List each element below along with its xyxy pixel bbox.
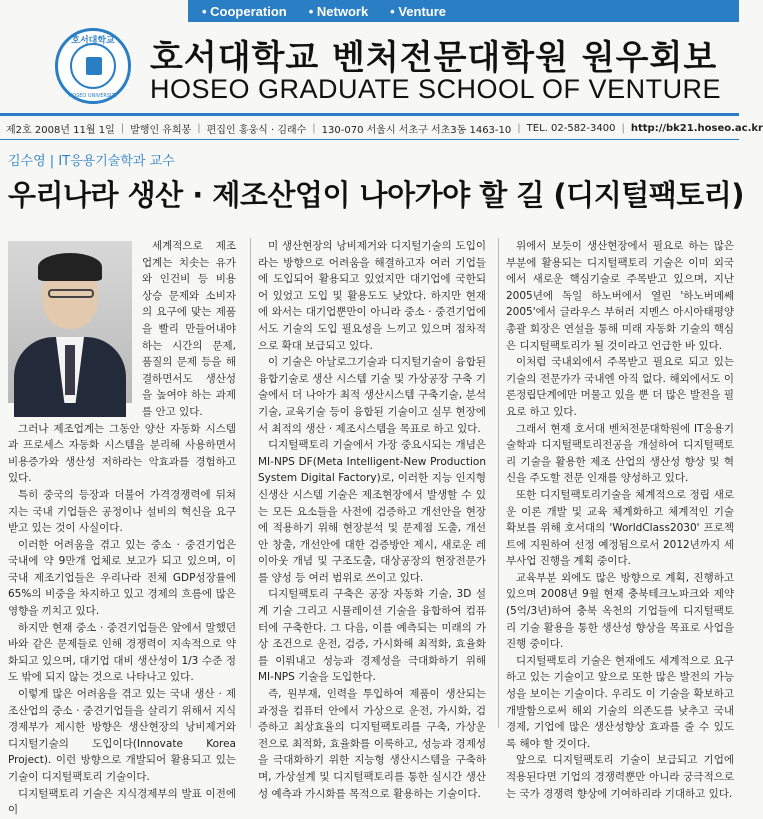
seal-inner-ring [70, 43, 116, 89]
paragraph: 세계적으로 제조 업계는 치솟는 유가와 인건비 등 비용 상승 문제와 소비자의 요구에 맞는 제품을 빨리 만들어내야 하는 시간의 문제, 품질의 문제 등을 해결하면서도 생산성을 높여야 하는 과제를 안고 있다. [142, 240, 236, 418]
banner-cooperation: • Cooperation [202, 3, 287, 19]
paragraph: 위에서 보듯이 생산현장에서 필요로 하는 많은 부분에 활용되는 디지털팩토리 기술은 이미 외국에서 새로운 핵심기술로 주목받고 있으며, 지난 2005년에 독일 하노버에서 열린 '하노버메쎄 2005'에서 글라우스 부허러 지멘스 아시아태평양총괄 회장은 연설을 통해 미래 자동화 기술의 핵심은 디지털팩토리가 될 것이라고 언급한 바 있다. [506, 240, 734, 352]
seal-emblem-icon [86, 57, 102, 75]
paragraph: 이 기술은 아날로그기술과 디지털기술이 융합된 융합기술로 생산 시스템 기술 및 가상공장 구축 기술에서 더 나아가 최적 생산시스템 구축기술, 분석기술, 교육기술 등이 융합된 기술이고 실무 현장에서 최적의 생산 · 제조시스템을 목표로 하고 있다. [258, 356, 486, 435]
paragraph: 미 생산현장의 낭비제거와 디지털기술의 도입이라는 방향으로 어려움을 해결하고자 여러 기업들에 도입되어 활용되고 있었지만 대기업에 국한되어 있었고 도입 및 활용도도 낮았다. 하지만 현재에 와서는 대기업뿐만이 아니라 중소 · 중견기업에서도 기술의 도입 필요성을 느끼고 있으며 점차적으로 확대 보급되고 있다. [258, 240, 486, 352]
paragraph: 이러한 어려움을 겪고 있는 중소 · 중견기업은 국내에 약 9만개 업체로 보고가 되고 있으며, 이 국내 제조기업들은 우리나라 전체 GDP성장률에 65%의 비중을 차지하고 있고 경제의 흐름에 많은 영향을 끼치고 있다. [8, 538, 236, 618]
masthead-divider [0, 113, 739, 116]
telephone: TEL. 02-582-3400 [526, 122, 616, 134]
publication-info-bar: 제2호 2008년 11월 1일 | 발행인 유희봉 | 편집인 홍웅식 · 김래수 | 130-070 서울시 서초구 서초3동 1463-10 | TEL. 02-582-3400 | http://bk21.hoseo.ac.kr [6, 122, 763, 136]
column-divider [250, 238, 251, 728]
column-divider [498, 238, 499, 728]
paragraph: 특히 중국의 등장과 더불어 가격경쟁력에 뒤쳐지는 국내 기업들은 공정이나 설비의 혁신을 요구받고 있는 것이 사실이다. [8, 488, 236, 535]
article-column-3 [506, 238, 734, 802]
paragraph: 디지털팩토리 구축은 공장 자동화 기술, 3D 설계 기술 그리고 시뮬레이션 기술을 융합하여 컴퓨터에 구축한다. 그 다음, 이를 예측되는 미래의 가상 조건으로 운전, 검증, 가시화해 최적화, 효율화를 이뤄내고 성능과 경제성을 극대화하기 위해 MI-NPS 기술을 도입한다. [258, 588, 486, 684]
paragraph: 하지만 현재 중소 · 중견기업들은 앞에서 말했던 바와 같은 문제들로 인해 경쟁력이 지속적으로 약화되고 있으며, 대기업 대비 생산성이 1/3 수준 정도 밖에 되지 않는 것으로 나타나고 있다. [8, 621, 236, 684]
seal-text-ko: 호서대학교 [71, 36, 115, 46]
banner-network: • Network [308, 3, 369, 19]
masthead-title-korean: 호서대학교 벤처전문대학원 원우회보 [150, 38, 718, 78]
seal-text-en: HOSEO UNIVERSITY [68, 93, 118, 99]
article-byline: 김수영 | IT응용기술학과 교수 [8, 154, 175, 169]
article-column-2 [258, 238, 486, 802]
university-seal-icon [55, 28, 131, 104]
paragraph: 디지털팩토리 기술은 현재에도 세계적으로 요구하고 있는 기술이고 앞으로 또한 많은 발전의 가능성을 보이는 기술이다. 우리도 이 기술을 확보하고 개발함으로써 해외 기술의 의존도를 낮추고 국내 경제, 기업에 많은 생산성향상 효과를 줄 수 있도록 해야 할 것이다. [506, 654, 734, 750]
address: 130-070 서울시 서초구 서초3동 1463-10 [321, 124, 512, 136]
article-headline: 우리나라 생산 · 제조산업이 나아가야 할 길 (디지털팩토리) [8, 178, 745, 212]
paragraph: 그래서 현재 호서대 벤처전문대학원에 IT응용기술학과 디지털팩토리전공을 개설하여 디지털팩토리 기술을 활용한 제조 산업의 생산성 향상 및 혁신을 주도할 전문 인재를 양성하고 있다. [506, 422, 734, 485]
paragraph: 이렇게 많은 어려움을 겪고 있는 국내 생산 · 제조산업의 중소 · 중견기업들을 살리기 위해서 지식경제부가 제시한 방향은 생산현장의 낭비제거와 디지털기술의 도입이다(Innovate Korea Project). 이런 방향으로 개발되어 활용되고 있는 기술이 디지털팩토리 기술이다. [8, 688, 236, 783]
editor: 편집인 홍웅식 · 김래수 [206, 124, 307, 136]
paragraph: 앞으로 디지털팩토리 기술이 보급되고 기업에 적용된다면 기업의 경쟁력뿐만 아니라 궁극적으로는 국가 경쟁력 향상에 기여하리라 기대하고 있다. [506, 754, 734, 800]
info-divider [0, 139, 739, 140]
paragraph: 이처럼 국내외에서 주목받고 필요로 되고 있는 기술의 전문가가 국내엔 아직 없다. 해외에서도 이론정립단계에만 머물고 있을 뿐 더 많은 발전을 필요로 하고 있다. [506, 356, 734, 418]
banner-venture: • Venture [390, 3, 447, 19]
top-banner [188, 0, 739, 22]
paragraph: 디지털팩토리 기술은 지식경제부의 발표 이전에 이 [8, 787, 236, 817]
article-column-1 [8, 238, 236, 819]
issue-date: 제2호 2008년 11월 1일 [6, 124, 115, 136]
masthead-title-english: HOSEO GRADUATE SCHOOL OF VENTURE [150, 74, 722, 104]
paragraph: 그러나 제조업계는 그동안 양산 자동화 시스템과 프로세스 자동화 시스템을 분리해 사용하면서 비용증가와 생산성 저하라는 악효과를 경험하고 있다. [8, 422, 236, 485]
paragraph: 즉, 원부재, 인력을 투입하여 제품이 생산되는 과정을 컴퓨터 안에서 가상으로 운전, 가시화, 검증하고 최상효율의 디지털팩토리를 구축, 가상운전으로 최적화, 효율화를 이룩하고, 성능과 경제성을 극대화하기 위한 지능형 생산시스템을 구축하며, 가상설계 및 디지털팩토리를 통한 실시간 생산성 예측과 가시화를 목적으로 활용하는 기술이다. [258, 688, 486, 800]
paragraph: 디지털팩토리 기술에서 가장 중요시되는 개념은 MI-NPS DF(Meta Intelligent-New Production System Digital Factory)로, 이러한 지능 인지형 신생산 시스템 기술은 제조현장에서 발생할 수 있는 모든 요소들을 사전에 검증하고 개선안을 현장에 적용하기 위해 현장분석 및 문제점 도출, 개선안 창출, 개선안에 대한 검증방안 제시, 새로운 레이아웃 개념 및 구조도출, 대상공장의 현장전문가를 양성 등 여러 범위로 쓰이고 있다. [258, 439, 486, 584]
paragraph: 교육부분 외에도 많은 방향으로 계획, 진행하고 있으며 2008년 9월 현재 충북테크노파크와 제약(5억/3년)하여 충북 옥천의 기업들에 디지털팩토리 기술 활용을 통한 생산성 향상을 목표로 사업을 진행 중이다. [506, 571, 734, 651]
publisher: 발행인 유희봉 [130, 124, 192, 136]
paragraph: 또한 디지털팩토리기술을 체계적으로 정립 새로운 이론 개발 및 교육 체계화하고 체계적인 기술 확보를 위해 호서대의 'WorldClass2030' 프로젝트에 지원하여 선정 예정됨으로서 2012년까지 세부사업 진행을 계획 중이다. [506, 488, 734, 568]
website-link[interactable]: http://bk21.hoseo.ac.kr [630, 122, 763, 134]
